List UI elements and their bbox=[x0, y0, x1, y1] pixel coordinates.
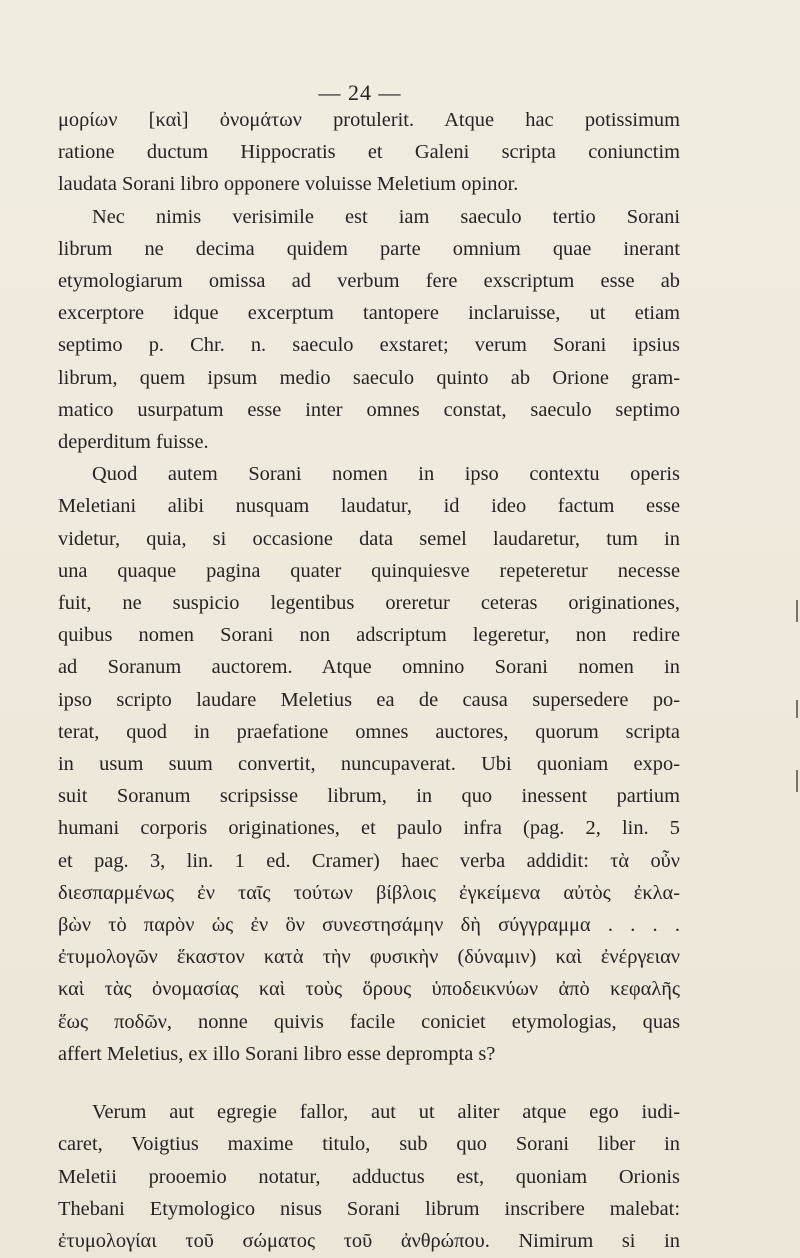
paragraph bbox=[58, 201, 680, 459]
paragraph bbox=[58, 1096, 680, 1257]
text-line: suit Soranum scripsisse librum, in quo inessent partium bbox=[58, 785, 680, 808]
body-text bbox=[58, 104, 680, 1257]
text-line: laudata Sorani libro opponere voluisse Meletium opinor. bbox=[58, 173, 519, 196]
text-line: excerptore idque excerptum tantopere inclaruisse, ut etiam bbox=[58, 302, 680, 325]
edge-mark bbox=[796, 600, 798, 622]
page-edge-marks bbox=[790, 0, 800, 1258]
text-line: septimo p. Chr. n. saeculo exstaret; verum Sorani ipsius bbox=[58, 334, 680, 357]
text-line: ἕως ποδῶν, nonne quivis facile coniciet etymologias, quas bbox=[58, 1010, 680, 1033]
edge-mark bbox=[796, 770, 798, 792]
page-number: — 24 — bbox=[318, 80, 402, 105]
text-line: ad Soranum auctorem. Atque omnino Sorani nomen in bbox=[58, 656, 680, 679]
edge-mark bbox=[796, 700, 798, 718]
text-line: etymologiarum omissa ad verbum fere exscriptum esse ab bbox=[58, 270, 680, 293]
text-line: καὶ τὰς ὀνομασίας καὶ τοὺς ὅρους ὑποδεικνύων ἀπὸ κεφαλῆς bbox=[58, 978, 680, 1001]
text-line: ipso scripto laudare Meletius ea de causa supersedere po- bbox=[58, 688, 680, 711]
text-line: ἐτυμολογίαι τοῦ σώματος τοῦ ἀνθρώπου. Nimirum si in bbox=[58, 1229, 680, 1252]
text-line: quibus nomen Sorani non adscriptum legeretur, non redire bbox=[58, 624, 680, 647]
text-line: Quod autem Sorani nomen in ipso contextu operis bbox=[92, 463, 680, 486]
text-line: διεσπαρμένως ἐν ταῖς τούτων βίβλοις ἐγκείμενα αὐτὸς ἐκλα- bbox=[58, 881, 680, 904]
paragraph bbox=[58, 104, 680, 201]
text-line: Meletiani alibi nusquam laudatur, id ideo factum esse bbox=[58, 495, 680, 518]
text-line: deperditum fuisse. bbox=[58, 431, 209, 454]
paragraph bbox=[58, 458, 680, 1070]
text-line: videtur, quia, si occasione data semel laudaretur, tum in bbox=[58, 527, 680, 550]
text-line: terat, quod in praefatione omnes auctores, quorum scripta bbox=[58, 720, 680, 743]
text-line: βὼν τὸ παρὸν ὡς ἐν ὃν συνεστησάμην δὴ σύγγραμμα . . . . bbox=[58, 914, 680, 937]
text-line: Nec nimis verisimile est iam saeculo tertio Sorani bbox=[92, 205, 680, 228]
paragraph-gap bbox=[58, 1070, 680, 1096]
text-line: in usum suum convertit, nuncupaverat. Ubi quoniam expo- bbox=[58, 753, 680, 776]
text-line: librum, quem ipsum medio saeculo quinto ab Orione gram- bbox=[58, 366, 680, 389]
text-line: fuit, ne suspicio legentibus oreretur ceteras originationes, bbox=[58, 592, 680, 615]
text-line: Verum aut egregie fallor, aut ut aliter atque ego iudi- bbox=[92, 1101, 680, 1124]
text-line: ratione ductum Hippocratis et Galeni scripta coniunctim bbox=[58, 141, 680, 164]
text-line: Meletii prooemio notatur, adductus est, quoniam Orionis bbox=[58, 1165, 680, 1188]
text-line: librum ne decima quidem parte omnium quae inerant bbox=[58, 237, 680, 260]
text-line: Thebani Etymologico nisus Sorani librum inscribere malebat: bbox=[58, 1197, 680, 1220]
text-line: et pag. 3, lin. 1 ed. Cramer) haec verba addidit: τὰ οὖν bbox=[58, 849, 680, 872]
text-line: ἐτυμολογῶν ἕκαστον κατὰ τὴν φυσικὴν (δύναμιν) καὶ ἐνέργειαν bbox=[58, 946, 680, 969]
text-line: matico usurpatum esse inter omnes constat, saeculo septimo bbox=[58, 398, 680, 421]
text-line: humani corporis originationes, et paulo infra (pag. 2, lin. 5 bbox=[58, 817, 680, 840]
text-line: affert Meletius, ex illo Sorani libro esse deprompta s? bbox=[58, 1042, 496, 1065]
text-line: μορίων [καὶ] ὀνομάτων protulerit. Atque hac potissimum bbox=[58, 109, 680, 131]
text-line: caret, Voigtius maxime titulo, sub quo Sorani liber in bbox=[58, 1133, 680, 1156]
text-line: una quaque pagina quater quinquiesve repeteretur necesse bbox=[58, 559, 680, 582]
